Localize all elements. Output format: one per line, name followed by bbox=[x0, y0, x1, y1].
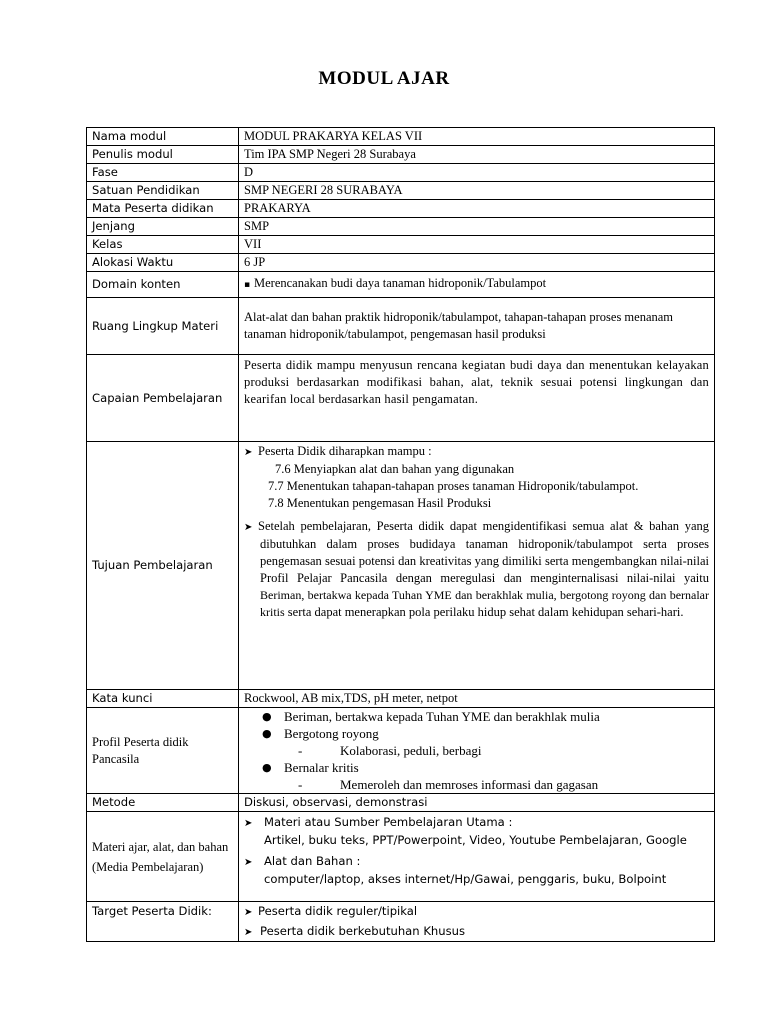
row-label: Materi ajar, alat, dan bahan (Media Pembelajaran) bbox=[87, 812, 239, 902]
table-row bbox=[87, 218, 715, 236]
target-item: ➤ Peserta didik reguler/tipikal bbox=[244, 903, 709, 921]
table-row bbox=[87, 298, 715, 355]
profil-list bbox=[244, 708, 709, 742]
row-value bbox=[239, 812, 715, 902]
table-row bbox=[87, 812, 715, 902]
list-item: ● Bernalar kritis bbox=[262, 760, 359, 775]
dash-icon: - bbox=[298, 777, 303, 792]
list-item: - Kolaborasi, peduli, berbagi bbox=[298, 743, 482, 758]
table-row bbox=[87, 690, 715, 708]
row-label: Kelas bbox=[87, 236, 239, 254]
table-row bbox=[87, 236, 715, 254]
tujuan-intro bbox=[244, 443, 709, 461]
arrow-bullet-icon: ➤ bbox=[244, 907, 253, 918]
row-label: Penulis modul bbox=[87, 146, 239, 164]
table-row bbox=[87, 146, 715, 164]
tujuan-intro-text: Peserta Didik diharapkan mampu : bbox=[258, 444, 432, 458]
table-row bbox=[87, 272, 715, 298]
table-row bbox=[87, 902, 715, 942]
bullet-icon: ● bbox=[262, 761, 272, 774]
tujuan-item: 7.8 Menentukan pengemasan Hasil Produksi bbox=[268, 496, 492, 510]
arrow-bullet-icon: ➤ bbox=[244, 447, 253, 458]
materi-value: Artikel, buku teks, PPT/Powerpoint, Video, Youtube Pembelajaran, Google bbox=[264, 833, 687, 847]
arrow-bullet-icon: ➤ bbox=[244, 927, 253, 938]
materi-item: ➤ Alat dan Bahan : bbox=[244, 853, 709, 871]
row-value: SMP bbox=[239, 218, 715, 236]
row-value: Alat-alat dan bahan praktik hidroponik/tabulampot, tahapan-tahapan proses menanam tanaman hidroponik/tabulampot, pengemasan hasil produksi bbox=[239, 298, 715, 355]
list-item: ● Bergotong royong bbox=[262, 726, 379, 741]
table-row bbox=[87, 355, 715, 442]
row-label: Tujuan Pembelajaran bbox=[87, 442, 239, 690]
square-bullet-icon: ▪ bbox=[244, 280, 251, 290]
row-label: Capaian Pembelajaran bbox=[87, 355, 239, 442]
row-label: Alokasi Waktu bbox=[87, 254, 239, 272]
row-value: MODUL PRAKARYA KELAS VII bbox=[239, 128, 715, 146]
row-value bbox=[239, 902, 715, 942]
row-value: 6 JP bbox=[239, 254, 715, 272]
target-item: ➤ Peserta didik berkebutuhan Khusus bbox=[244, 923, 709, 941]
tujuan-paragraph bbox=[244, 518, 709, 621]
row-label: Target Peserta Didik: bbox=[87, 902, 239, 942]
row-value bbox=[239, 272, 715, 298]
bullet-icon: ● bbox=[262, 710, 272, 723]
row-value bbox=[239, 442, 715, 690]
page-title: MODUL AJAR bbox=[318, 68, 450, 89]
tujuan-para-end: serta dapat menerapkan pola perilaku hidup sehat dalam kehidupan sehari-hari. bbox=[287, 605, 684, 619]
table-row bbox=[87, 254, 715, 272]
row-label: Domain konten bbox=[87, 272, 239, 298]
row-value: Rockwool, AB mix,TDS, pH meter, netpot bbox=[239, 690, 715, 708]
dash-icon: - bbox=[298, 743, 303, 758]
arrow-bullet-icon: ➤ bbox=[244, 818, 253, 829]
table-row bbox=[87, 128, 715, 146]
row-label: Satuan Pendidikan bbox=[87, 182, 239, 200]
module-table bbox=[86, 127, 715, 942]
arrow-bullet-icon: ➤ bbox=[244, 522, 253, 533]
row-label: Mata Peserta didikan bbox=[87, 200, 239, 218]
list-item: - Memeroleh dan memroses informasi dan gagasan bbox=[298, 777, 599, 792]
profil-list bbox=[244, 759, 709, 776]
row-label: Kata kunci bbox=[87, 690, 239, 708]
row-value: Peserta didik mampu menyusun rencana kegiatan budi daya dan menentukan kelayakan produksi berdasarkan modifikasi bahan, alat, teknik sesuai potensi lingkungan dan kearifan local berdasarkan hasil pengamatan. bbox=[239, 355, 715, 442]
row-label: Metode bbox=[87, 794, 239, 812]
row-value: Diskusi, observasi, demonstrasi bbox=[239, 794, 715, 812]
row-value bbox=[239, 708, 715, 794]
table-row bbox=[87, 200, 715, 218]
list-item: ● Beriman, bertakwa kepada Tuhan YME dan berakhlak mulia bbox=[262, 709, 600, 724]
row-value: SMP NEGERI 28 SURABAYA bbox=[239, 182, 715, 200]
row-label: Jenjang bbox=[87, 218, 239, 236]
row-label: Nama modul bbox=[87, 128, 239, 146]
domain-konten-text: Merencanakan budi daya tanaman hidroponik/Tabulampot bbox=[254, 276, 547, 290]
table-row bbox=[87, 794, 715, 812]
materi-item: ➤ Materi atau Sumber Pembelajaran Utama : bbox=[244, 814, 709, 832]
tujuan-para-text: Setelah pembelajaran, Peserta didik dapat mengidentifikasi semua alat & bahan yang dibutuhkan dalam proses budidaya tanaman hidroponik/tabulampot serta proses pengemasan sesuai potensi dan kreativitas yang dimiliki serta mengembangkan nilai-nilai Profil Pelajar Pancasila dengan meregulasi dan menginternalisasi nilai-nilai yaitu bbox=[258, 519, 709, 585]
tujuan-para-small: Beriman, bertakwa kepada Tuhan YME dan berakhlak mulia, bergotong royong dan bernalar kritis bbox=[260, 588, 709, 619]
tujuan-item: 7.7 Menentukan tahapan-tahapan proses tanaman Hidroponik/tabulampot. bbox=[268, 479, 639, 493]
row-label: Fase bbox=[87, 164, 239, 182]
row-value: VII bbox=[239, 236, 715, 254]
table-row bbox=[87, 708, 715, 794]
materi-value: computer/laptop, akses internet/Hp/Gawai, penggaris, buku, Bolpoint bbox=[264, 872, 667, 886]
row-value: D bbox=[239, 164, 715, 182]
row-value: PRAKARYA bbox=[239, 200, 715, 218]
row-label: Profil Peserta didik Pancasila bbox=[87, 708, 239, 794]
bullet-icon: ● bbox=[262, 727, 272, 740]
table-row bbox=[87, 164, 715, 182]
tujuan-item: 7.6 Menyiapkan alat dan bahan yang digunakan bbox=[275, 462, 515, 476]
table-row bbox=[87, 442, 715, 690]
table-row bbox=[87, 182, 715, 200]
row-label: Ruang Lingkup Materi bbox=[87, 298, 239, 355]
row-value: Tim IPA SMP Negeri 28 Surabaya bbox=[239, 146, 715, 164]
arrow-bullet-icon: ➤ bbox=[244, 857, 253, 868]
